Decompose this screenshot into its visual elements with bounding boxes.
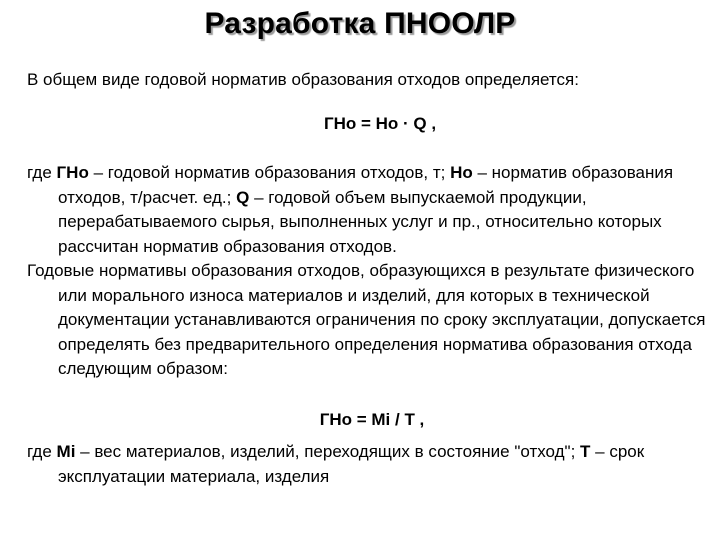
intro-text: В общем виде годовой норматив образования отходов определяется: (27, 70, 579, 89)
term-gno: ГНо (56, 163, 89, 182)
formula-annual-norm: ГНо = Но · Q , (323, 114, 437, 133)
formula-wear-norm: ГНо = Mi / T , (319, 410, 425, 429)
term-t: Т (580, 442, 591, 461)
term-mi: Mi (56, 442, 76, 461)
slide-title (0, 6, 720, 42)
wear-definitions-paragraph (27, 440, 713, 489)
term-q: Q (236, 187, 250, 207)
text-segment: – годовой норматив образования отходов, т; (88, 163, 451, 182)
text-segment: где (27, 163, 57, 182)
definitions-paragraph (27, 161, 713, 259)
text-segment: – норматив образования отходов, т/расчет. ед.; (58, 163, 674, 207)
text-segment: – годовой объем выпускаемой продукции, перерабатываемого сырья, выполненных услуг и пр., относительно которых рассчитан норматив образования отходов. (58, 187, 662, 256)
wear-norms-paragraph: Годовые нормативы образования отходов, образующихся в результате физического или морального износа материалов и изделий, для которых в технической документации устанавливаются ограничения по сроку эксплуатации, допускается определять без предварительного определения норматива образования отхода следующим образом: (27, 261, 706, 379)
term-no: Но (450, 163, 473, 182)
text-segment: – вес материалов, изделий, переходящих в состояние "отход"; (75, 442, 581, 461)
text-segment: – срок эксплуатации материала, изделия (58, 442, 645, 486)
slide-title-text: Разработка ПНООЛР (204, 7, 516, 40)
text-segment: где (27, 442, 57, 461)
